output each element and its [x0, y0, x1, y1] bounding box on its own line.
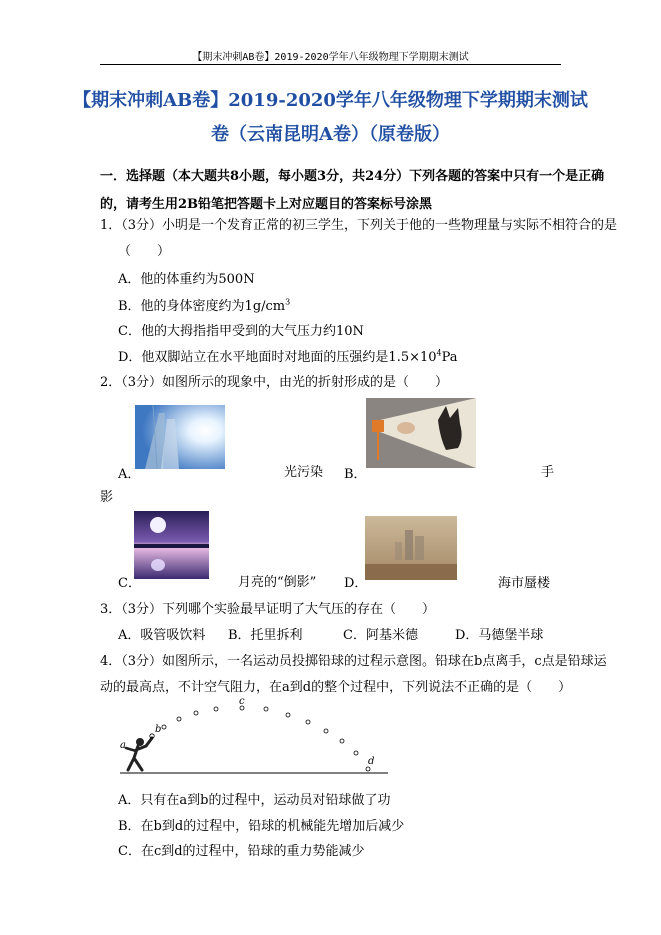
- q2-image-a-light-pollution: [135, 405, 225, 469]
- q1-blank: （ ）: [118, 244, 171, 259]
- page-header: 【期末冲刺AB卷】2019-2020学年八年级物理下学期期末测试: [192, 52, 469, 63]
- q3-option-d: D．马德堡半球: [455, 628, 544, 643]
- q2-option-b-caption-part2: 影: [100, 490, 114, 505]
- q2-option-d-label: D．: [344, 576, 368, 591]
- q3-option-a: A．吸管吸饮料: [118, 628, 206, 643]
- q2-option-b-caption-part1: 手: [541, 465, 555, 480]
- q3-option-b: B．托里拆利: [228, 628, 303, 643]
- q4-point-label-b: b: [155, 724, 162, 735]
- header-rule: [100, 64, 561, 65]
- q4-stem-line2: 动的最高点，不计空气阻力，在a到d的整个过程中，下列说法不正确的是（ ）: [100, 680, 572, 695]
- section-heading-line1: 一．选择题（本大题共8小题，每小题3分，共24分）下列各题的答案中只有一个是正确: [100, 169, 605, 184]
- q2-option-a-caption: 光污染: [284, 465, 324, 480]
- q2-option-a-label: A．: [118, 467, 141, 482]
- q2-stem: 2．（3分）如图所示的现象中，由光的折射形成的是（ ）: [100, 375, 449, 390]
- q4-shot-put-diagram: [112, 696, 392, 778]
- doc-title-line1: 【期末冲刺AB卷】2019-2020学年八年级物理下学期期末测试: [73, 90, 588, 111]
- q4-point-label-a: a: [120, 740, 126, 751]
- q4-point-label-d: d: [368, 756, 375, 767]
- q4-stem-line1: 4．（3分）如图所示，一名运动员投掷铅球的过程示意图。铅球在b点离手，c点是铅球运: [100, 654, 607, 669]
- q1-option-c: C．他的大拇指指甲受到的大气压力约10N: [118, 324, 364, 339]
- q2-option-c-label: C．: [118, 576, 141, 591]
- q2-image-c-moon-reflection: [134, 511, 209, 579]
- q1-option-d: D．他双脚站立在水平地面时对地面的压强约是$1.5\times 10^4Pa$: [118, 348, 458, 365]
- q2-image-b-hand-shadow: [366, 398, 476, 468]
- q1-option-a: A．他的体重约为500N: [118, 272, 255, 287]
- q4-option-a: A．只有在a到b的过程中，运动员对铅球做了功: [118, 793, 391, 808]
- q2-option-c-caption: 月亮的“倒影”: [238, 575, 317, 590]
- doc-title-line2: 卷（云南昆明A卷）（原卷版）: [211, 124, 450, 145]
- q3-stem: 3．（3分）下列哪个实验最早证明了大气压的存在（ ）: [100, 602, 436, 617]
- q2-option-d-caption: 海市蜃楼: [498, 576, 551, 591]
- q3-option-c: C．阿基米德: [343, 628, 418, 643]
- q4-option-c: C．在c到d的过程中，铅球的重力势能减少: [118, 844, 365, 859]
- q2-image-d-mirage: [365, 516, 457, 580]
- q4-point-label-c: c: [239, 696, 245, 707]
- q4-option-b: B．在b到d的过程中，铅球的机械能先增加后减少: [118, 819, 405, 834]
- section-heading-line2: 的，请考生用2B铅笔把答题卡上对应题目的答案标号涂黑: [100, 197, 433, 212]
- q1-stem: 1．（3分）小明是一个发育正常的初三学生，下列关于他的一些物理量与实际不相符合的是: [100, 218, 618, 233]
- q2-option-b-label: B．: [344, 467, 367, 482]
- q1-option-b: B．他的身体密度约为$1g/cm^3$: [118, 297, 291, 314]
